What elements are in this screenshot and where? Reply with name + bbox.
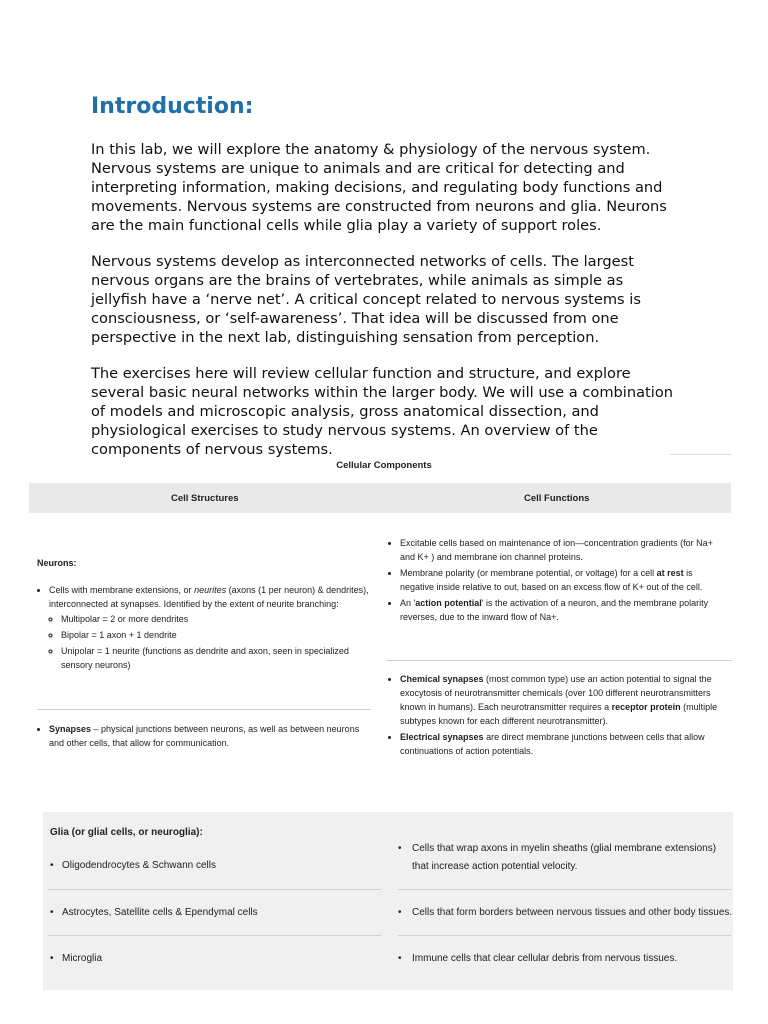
divider: [398, 935, 731, 936]
intro-paragraph-2: Nervous systems develop as interconnected networks of cells. The largest nervous organs are the brains of vertebrates, while animals as simple as jellyfish have a ‘nerve net’. A critical concept related to nervous systems is consciousness, or ‘self-awareness’. That idea will be discussed from one perspective in the next lab, distinguishing sensation from perception.: [91, 253, 641, 346]
glia-structure-2: • Astrocytes, Satellite cells & Ependymal cells: [50, 907, 258, 918]
glia-function-2: • Cells that form borders between nervous tissues and other body tissues.: [398, 907, 733, 918]
list-item: ◦ Bipolar = 1 axon + 1 dendrite: [61, 628, 372, 642]
page-title: Introduction:: [91, 94, 254, 119]
glia-structure-1: • Oligodendrocytes & Schwann cells: [50, 860, 216, 871]
neuron-functions-cell: [388, 536, 724, 626]
list-item: ◦ Unipolar = 1 neurite (functions as dendrite and axon, seen in specialized sensory neurons): [61, 644, 372, 672]
glia-function-1: • Cells that wrap axons in myelin sheaths (glial membrane extensions) that increase action potential velocity.: [398, 843, 717, 872]
glia-function-3: • Immune cells that clear cellular debris from nervous tissues.: [398, 953, 678, 964]
divider: [398, 889, 731, 890]
neurons-title: Neurons:: [37, 558, 77, 568]
col-header-functions: Cell Functions: [524, 493, 590, 504]
neurons-cell: [37, 556, 372, 674]
neuron-functions-list: [388, 536, 724, 624]
table-header: [29, 483, 731, 513]
list-item: • Cells with membrane extensions, or neurites (axons (1 per neuron) & dendrites), interconnected at synapses. Identified by the extent of neurite branching: ◦ Multipolar = 2 or more dendrites ◦ Bipolar = 1 axon + 1 dendrite ◦ Unipolar = 1 neurite (functions as dendrite and axon, seen in specialized sensory neurons): [49, 583, 372, 672]
divider: [670, 454, 732, 455]
list-item: • Chemical synapses (most common type) use an action potential to signal the exocytosis of neurotransmitter chemicals (over 100 different neurotransmitters known in humans). Each neurotransmitter requires a receptor protein (multiple subtypes known for each different neurotransmitter).: [400, 672, 724, 728]
divider: [386, 660, 732, 661]
list-item: ◦ Multipolar = 2 or more dendrites: [61, 612, 372, 626]
intro-paragraph-1: In this lab, we will explore the anatomy & physiology of the nervous system. Nervous systems are unique to animals and are critical for detecting and interpreting information, making decisions, and regulating body functions and movements. Nervous systems are constructed from neurons and glia. Neurons are the main functional cells while glia play a variety of support roles.: [91, 141, 667, 234]
list-item: • An 'action potential' is the activation of a neuron, and the membrane polarity reverses, due to the inward flow of Na+.: [400, 596, 724, 624]
glia-structure-3: • Microglia: [50, 953, 103, 964]
neurite-types-list: [49, 612, 372, 672]
intro-paragraph-3: The exercises here will review cellular function and structure, and explore several basic neural networks within the larger body. We will use a combination of models and microscopic analysis, gross anatomical dissection, and physiological exercises to study nervous systems. An overview of the components of nervous systems.: [91, 365, 674, 458]
table-title: Cellular Components: [336, 460, 432, 471]
neurons-list: [37, 583, 372, 672]
col-header-structures: Cell Structures: [171, 493, 239, 504]
divider: [48, 935, 381, 936]
list-item: • Electrical synapses are direct membrane junctions between cells that allow continuations of action potentials.: [400, 730, 724, 758]
synapses-list: [37, 722, 372, 750]
glia-title: Glia (or glial cells, or neuroglia):: [50, 827, 203, 838]
list-item: • Synapses – physical junctions between neurons, as well as between neurons and other cells, that allow for communication.: [49, 722, 372, 750]
synapse-functions-list: [388, 672, 724, 758]
synapse-functions-cell: [388, 672, 724, 760]
list-item: • Membrane polarity (or membrane potential, or voltage) for a cell at rest is negative inside relative to out, based on an excess flow of K+ out of the cell.: [400, 566, 724, 594]
divider: [48, 889, 381, 890]
synapses-cell: [37, 722, 372, 752]
divider: [37, 709, 371, 710]
list-item: • Excitable cells based on maintenance of ion—concentration gradients (for Na+ and K+ ) and membrane ion channel proteins.: [400, 536, 724, 564]
